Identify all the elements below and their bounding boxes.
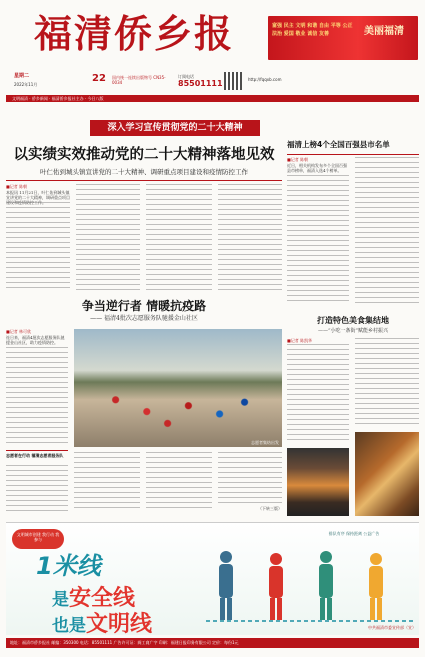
right-mid-photo-food xyxy=(355,432,419,516)
masthead-banner-text: 富强 民主 文明 和谐 自由 平等 公正 法治 爱国 敬业 诚信 友善 xyxy=(272,23,353,37)
issue-day: 22 xyxy=(92,73,106,84)
theme-banner-text: 深入学习宣传贯彻党的二十大精神 xyxy=(107,123,243,133)
right-mid-photo-street xyxy=(287,448,349,516)
lead-subhead: 叶仁佑到城头镇宣讲党的二十大精神、调研重点项目建设和疫情防控工作 xyxy=(40,168,248,176)
nav-strip xyxy=(6,95,419,102)
website[interactable]: http://fqqxb.com xyxy=(248,77,282,82)
info-row xyxy=(6,72,419,94)
ad-right-words: 排队有序 保持距离 公益广告 xyxy=(328,531,380,536)
edition-code: 国内统一连续出版物号 CN35-0034 xyxy=(112,75,166,85)
issue-weekday: 星期二 xyxy=(14,73,30,79)
nav-strip-text: 文明福清 · 侨乡新闻 · 福清侨乡报社主办 · 今日八版 xyxy=(12,96,104,101)
feature-body: 连日来，福清4批次志愿服务队驰援金山社区，助力疫情防控。 xyxy=(6,335,65,345)
masthead xyxy=(6,12,419,70)
ad-slogan-small: 文明城市创建 我行动 我参与 xyxy=(16,532,60,542)
feature-end-note: （下转三版） xyxy=(258,506,282,511)
ad-line3-prefix: 也是 xyxy=(52,616,86,636)
feature-byline: ■记者 林可欣 xyxy=(6,329,32,334)
right-top-body: 近日，相关机构发布多个全国百强县市榜单，福清入选4个榜单。 xyxy=(287,163,347,173)
ad-person xyxy=(369,553,383,620)
ad-line3-highlight: 文明线 xyxy=(86,612,153,637)
feature-article xyxy=(6,296,282,516)
feature-subhead: —— 福清4批次志愿服务队驰援金山社区 xyxy=(90,315,198,322)
right-top-article xyxy=(287,140,419,310)
lead-byline: ■记者 陈朝 xyxy=(6,184,28,189)
ad-person xyxy=(269,553,283,620)
right-top-byline: ■记者 陈朝 xyxy=(287,157,309,162)
feature-photo-caption: 志愿者集结出发 xyxy=(251,440,279,445)
lead-headline: 以实绩实效推动党的二十大精神落地见效 xyxy=(13,147,275,163)
masthead-banner-side: 美丽福清 xyxy=(364,26,404,37)
ad-sponsor: 中共福清市委宣传部（宣） xyxy=(368,625,416,630)
lead-body: 本报讯 11月21日，叶仁佑到城头镇宣讲党的二十大精神，调研重点项目建设和疫情防控工作。 xyxy=(6,190,70,205)
footer-text: 地址：福清市侨乡报社 邮编：350300 电话：85501111 广告许可证：闽工商广字 印刷：福建日报印务有限公司 定价：每份1元 xyxy=(10,640,239,645)
phone-label: 订阅电话 xyxy=(178,74,194,79)
ad-badge xyxy=(12,529,64,549)
footer-bar xyxy=(6,638,419,648)
feature-side-headline: 志愿者在行动 福清志愿者服务队 xyxy=(6,453,64,458)
feature-headline: 争当逆行者 情暖抗疫路 xyxy=(81,299,207,313)
right-mid-article xyxy=(287,316,419,516)
ad-line1: 1米线 xyxy=(36,552,101,580)
ad-line3 xyxy=(52,607,152,638)
right-mid-subhead: ——“小吃一条街”赋能乡村振兴 xyxy=(317,328,389,334)
ad-line2-highlight: 安全线 xyxy=(69,586,136,611)
theme-banner xyxy=(90,120,260,136)
ad-person xyxy=(219,551,233,620)
feature-photo xyxy=(74,329,282,447)
ad-people-illustration xyxy=(206,543,416,623)
right-mid-byline: ■记者 陈凯华 xyxy=(287,338,313,343)
lead-article xyxy=(6,140,282,290)
right-mid-headline: 打造特色美食集结地 xyxy=(317,316,389,325)
phone-number: 85501111 xyxy=(178,79,223,88)
feature-side-box xyxy=(6,450,68,513)
ad-person xyxy=(319,551,333,620)
masthead-side-banner xyxy=(268,16,418,60)
public-service-ad xyxy=(6,522,419,635)
masthead-title: 福清侨乡报 xyxy=(34,11,235,56)
right-top-headline: 福清上榜4个全国百强县市名单 xyxy=(287,140,390,149)
issue-date: 2022年11月 xyxy=(14,82,38,87)
ad-line2-prefix: 是 xyxy=(52,590,69,610)
qr-code xyxy=(224,72,242,90)
